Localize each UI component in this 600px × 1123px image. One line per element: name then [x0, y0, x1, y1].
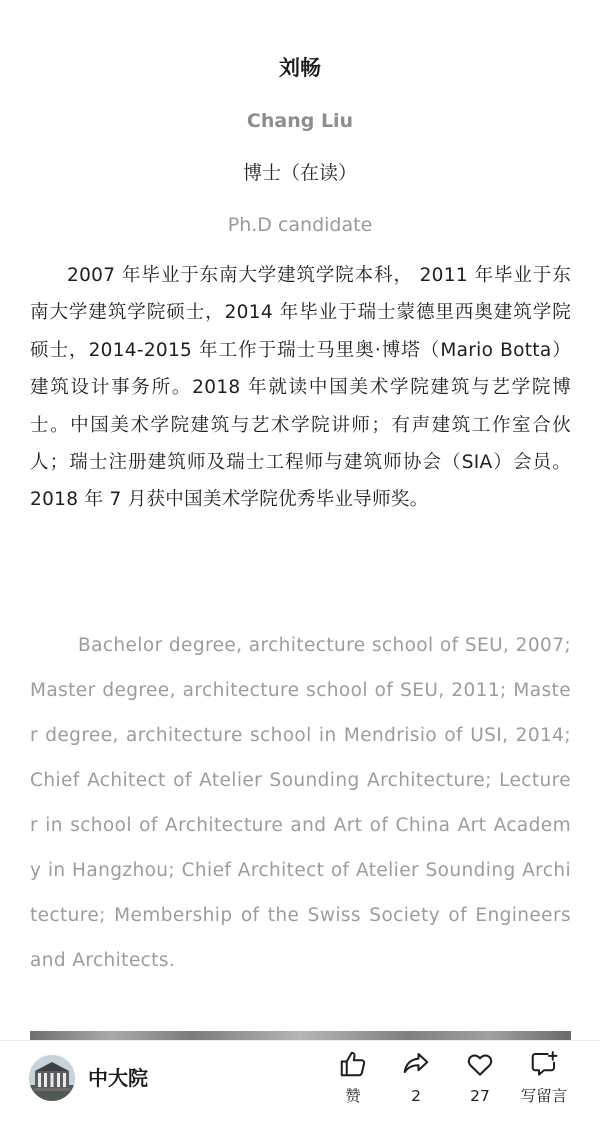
article-image-preview: [30, 1031, 571, 1040]
bio-paragraph-en: Bachelor degree, architecture school of SEU, 2007; Master degree, architecture school of SEU, 2011; Master degree, architecture school in Mendrisio of USI, 2014; Chief Achitect of Atelier Sounding Architecture; Lecturer in school of Architecture and Art of China Art Academy in Hangzhou; Chief Architect of Atelier Sounding Architecture; Membership of the Swiss Society of Engineers and Architects.: [30, 635, 571, 971]
channel-avatar[interactable]: [29, 1055, 75, 1101]
share-arrow-icon: [401, 1049, 431, 1079]
comment-label: 写留言: [520, 1087, 568, 1105]
favorite-count: 27: [470, 1087, 490, 1105]
bio-paragraph-cn: 2007 年毕业于东南大学建筑学院本科， 2011 年毕业于东南大学建筑学院硕士，2014 年毕业于瑞士蒙德里西奥建筑学院硕士，2014-2015 年工作于瑞士马里奥·博塔（Mario Botta）建筑设计事务所。2018 年就读中国美术学院建筑与艺学院博士。中国美术学院建筑与艺术学院讲师；有声建筑工作室合伙人；瑞士注册建筑师及瑞士工程师与建筑师协会（SIA）会员。2018 年 7 月获中国美术学院优秀毕业导师奖。: [30, 265, 571, 511]
thumbs-up-icon: [338, 1049, 368, 1079]
channel-name[interactable]: 中大院: [88, 1066, 148, 1090]
heart-icon: [465, 1049, 495, 1079]
comment-add-icon: [529, 1049, 559, 1079]
like-label: 赞: [345, 1087, 361, 1105]
article-bottom-bar: [0, 1040, 600, 1123]
share-count: 2: [411, 1087, 421, 1105]
comment-button[interactable]: [509, 1049, 579, 1119]
building-avatar-icon: [29, 1055, 75, 1101]
person-title-en: Ph.D candidate: [227, 214, 373, 236]
share-button[interactable]: [381, 1049, 451, 1119]
person-name-cn: 刘畅: [279, 56, 321, 80]
like-button[interactable]: [318, 1049, 388, 1119]
person-title-cn: 博士（在读）: [242, 162, 357, 184]
favorite-button[interactable]: [445, 1049, 515, 1119]
person-name-en: Chang Liu: [246, 110, 354, 132]
